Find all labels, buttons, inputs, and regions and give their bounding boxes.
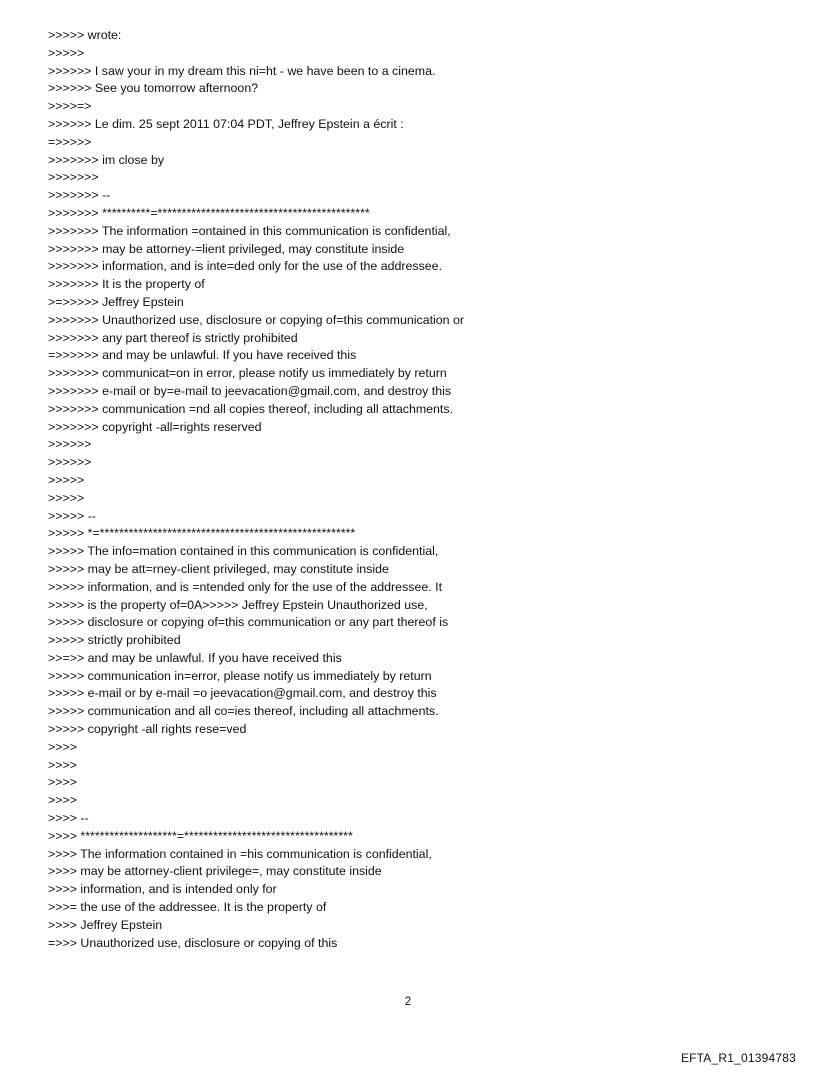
- email-line: >>>>>>: [48, 437, 92, 452]
- email-line: >>>>>>: [48, 455, 92, 470]
- email-line: >=>>>>> Jeffrey Epstein: [48, 294, 184, 309]
- email-line: >>>>>: [48, 45, 85, 60]
- email-line: >>>>> The info=mation contained in this communication is confidential,: [48, 544, 439, 559]
- email-line: >>>>=>: [48, 99, 92, 114]
- email-line: >>>>> *=*****************************************************: [48, 526, 356, 541]
- email-line: =>>>>>: [48, 134, 92, 149]
- email-line: >>>>> may be att=rney-client privileged, may constitute inside: [48, 561, 389, 576]
- email-line: >>>> information, and is intended only for: [48, 882, 277, 897]
- email-line: >>>>> e-mail or by e-mail =o jeevacation@gmail.com, and destroy this: [48, 686, 437, 701]
- email-line: >>>>>: [48, 472, 85, 487]
- email-line: >>>>>>> any part thereof is strictly prohibited: [48, 330, 298, 345]
- email-line: >>>>>>> may be attorney-=lient privileged, may constitute inside: [48, 241, 405, 256]
- email-line: >>>>> strictly prohibited: [48, 633, 181, 648]
- email-line: >>>>> disclosure or copying of=this communication or any part thereof is: [48, 615, 449, 630]
- email-line: >>>>: [48, 793, 77, 808]
- email-line: >>>>>>> communicat=on in error, please notify us immediately by return: [48, 366, 447, 381]
- email-line: >>>>>>> communication =nd all copies thereof, including all attachments.: [48, 401, 454, 416]
- email-line: >>>> may be attorney-client privilege=, may constitute inside: [48, 864, 382, 879]
- email-line: >>>>> is the property of=0A>>>>> Jeffrey Epstein Unauthorized use,: [48, 597, 428, 612]
- email-line: >>>> ********************=***********************************: [48, 828, 353, 843]
- email-line: >>>>> communication and all co=ies thereof, including all attachments.: [48, 704, 439, 719]
- email-line: >>>> Jeffrey Epstein: [48, 917, 163, 932]
- email-line: >>>> --: [48, 811, 89, 826]
- email-line: >>>>: [48, 775, 77, 790]
- email-line: >>>>: [48, 739, 77, 754]
- email-line: >>>>>>> --: [48, 188, 111, 203]
- email-line: >>>>>> Le dim. 25 sept 2011 07:04 PDT, Jeffrey Epstein a écrit :: [48, 116, 404, 131]
- email-line: >>=>> and may be unlawful. If you have received this: [48, 650, 342, 665]
- email-line: >>>>>>> Unauthorized use, disclosure or copying of=this communication or: [48, 312, 465, 327]
- email-line: >>>>> information, and is =ntended only for the use of the addressee. It: [48, 579, 443, 594]
- email-line: >>>>: [48, 757, 77, 772]
- email-line: >>>>> wrote:: [48, 28, 122, 42]
- email-line: >>>= the use of the addressee. It is the property of: [48, 900, 327, 915]
- email-line: >>>>>: [48, 490, 85, 505]
- email-line: >>>>>> See you tomorrow afternoon?: [48, 81, 259, 96]
- email-line: >>>>>>> It is the property of: [48, 277, 205, 292]
- email-line: =>>> Unauthorized use, disclosure or copying of this: [48, 935, 338, 950]
- email-body: [48, 27, 748, 952]
- page-number: 2: [404, 996, 412, 1008]
- email-line: >>>>>>> copyright -all=rights reserved: [48, 419, 262, 434]
- email-line: >>>>>>> im close by: [48, 152, 165, 167]
- email-line: >>>>> copyright -all rights rese=ved: [48, 722, 247, 737]
- email-line: >>>>>>> **********=********************************************: [48, 205, 370, 220]
- email-line: >>>> The information contained in =his communication is confidential,: [48, 846, 432, 861]
- email-line: >>>>>>> information, and is inte=ded only for the use of the addressee.: [48, 259, 443, 274]
- email-line: >>>>>>>: [48, 170, 99, 185]
- email-line: >>>>>>> The information =ontained in this communication is confidential,: [48, 223, 451, 238]
- email-line: >>>>>> I saw your in my dream this ni=ht - we have been to a cinema.: [48, 63, 436, 78]
- email-line: =>>>>>> and may be unlawful. If you have received this: [48, 348, 357, 363]
- email-line: >>>>> --: [48, 508, 96, 523]
- email-line: >>>>>>> e-mail or by=e-mail to jeevacation@gmail.com, and destroy this: [48, 383, 452, 398]
- document-id: EFTA_R1_01394783: [680, 1051, 796, 1065]
- email-line: >>>>> communication in=error, please notify us immediately by return: [48, 668, 432, 683]
